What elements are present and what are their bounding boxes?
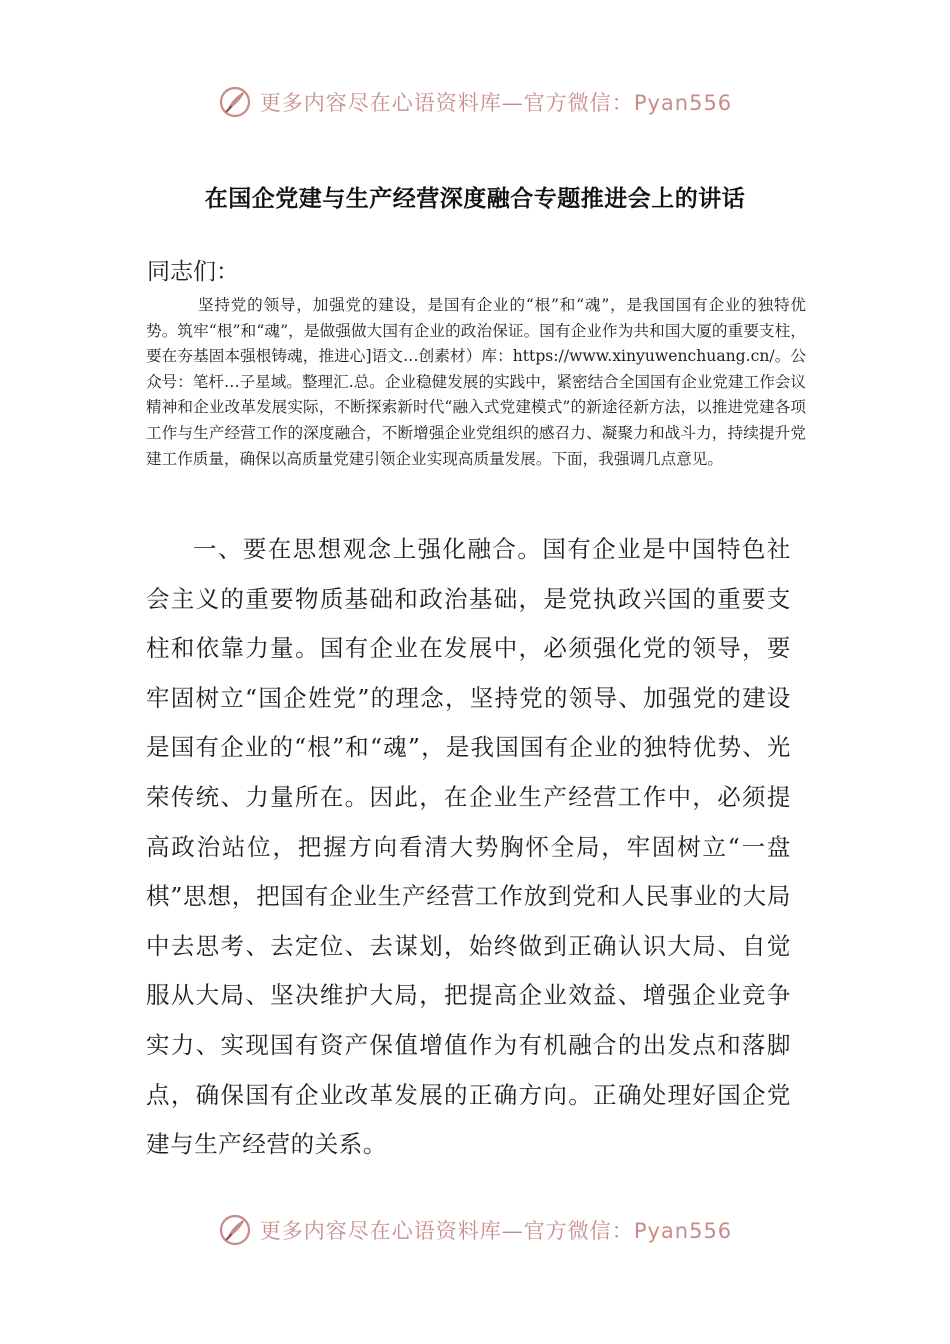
quill-logo-icon [218,1213,252,1247]
salutation: 同志们： [147,259,239,285]
section-1-paragraph: 一、要在思想观念上强化融合。国有企业是中国特色社会主义的重要物质基础和政治基础，是党执政兴国的重要支柱和依靠力量。国有企业在发展中，必须强化党的领导，要牢固树立“国企姓党”的理念，坚持党的领导、加强党的建设是国有企业的“根”和“魂”，是我国国有企业的独特优势、光荣传统、力量所在。因此，在企业生产经营工作中，必须提高政治站位，把握方向看清大势胸怀全局，牢固树立“一盘棋”思想，把国有企业生产经营工作放到党和人民事业的大局中去思考、去定位、去谋划，始终做到正确认识大局、自觉服从大局、坚决维护大局，把提高企业效益、增强企业竞争实力、实现国有资产保值增值作为有机融合的出发点和落脚点，确保国有企业改革发展的正确方向。正确处理好国企党建与生产经营的关系。 [146,535,791,1159]
watermark-text: 更多内容尽在心语资料库—官方微信：Pyan556 [259,1219,733,1243]
watermark-handle: Pyan556 [633,1219,733,1243]
document-title: 在国企党建与生产经营深度融合专题推进会上的讲话 [204,186,746,212]
watermark-header [0,82,950,122]
watermark-handle: Pyan556 [633,91,733,115]
intro-paragraph: 坚持党的领导，加强党的建设，是国有企业的“根”和“魂”，是我国国有企业的独特优势。筑牢“根”和“魂”，是做强做大国有企业的政治保证。国有企业作为共和国大厦的重要支柱，要在夯基固本强根铸魂，推进心]语文…创素材）库：https://www.xinyuwenchuang.cn/。公众号：笔杆…子星域。整理汇.总。企业稳健发展的实践中，紧密结合全国国有企业党建工作会议精神和企业改革发展实际，不断探索新时代“融入式党建模式”的新途径新方法，以推进党建各项工作与生产经营工作的深度融合，不断增强企业党组织的感召力、凝聚力和战斗力，持续提升党建工作质量，确保以高质量党建引领企业实现高质量发展。下面，我强调几点意见。 [146,296,806,468]
quill-logo-icon [218,85,252,119]
watermark-footer [0,1210,950,1250]
watermark-text: 更多内容尽在心语资料库—官方微信：Pyan556 [259,91,733,115]
